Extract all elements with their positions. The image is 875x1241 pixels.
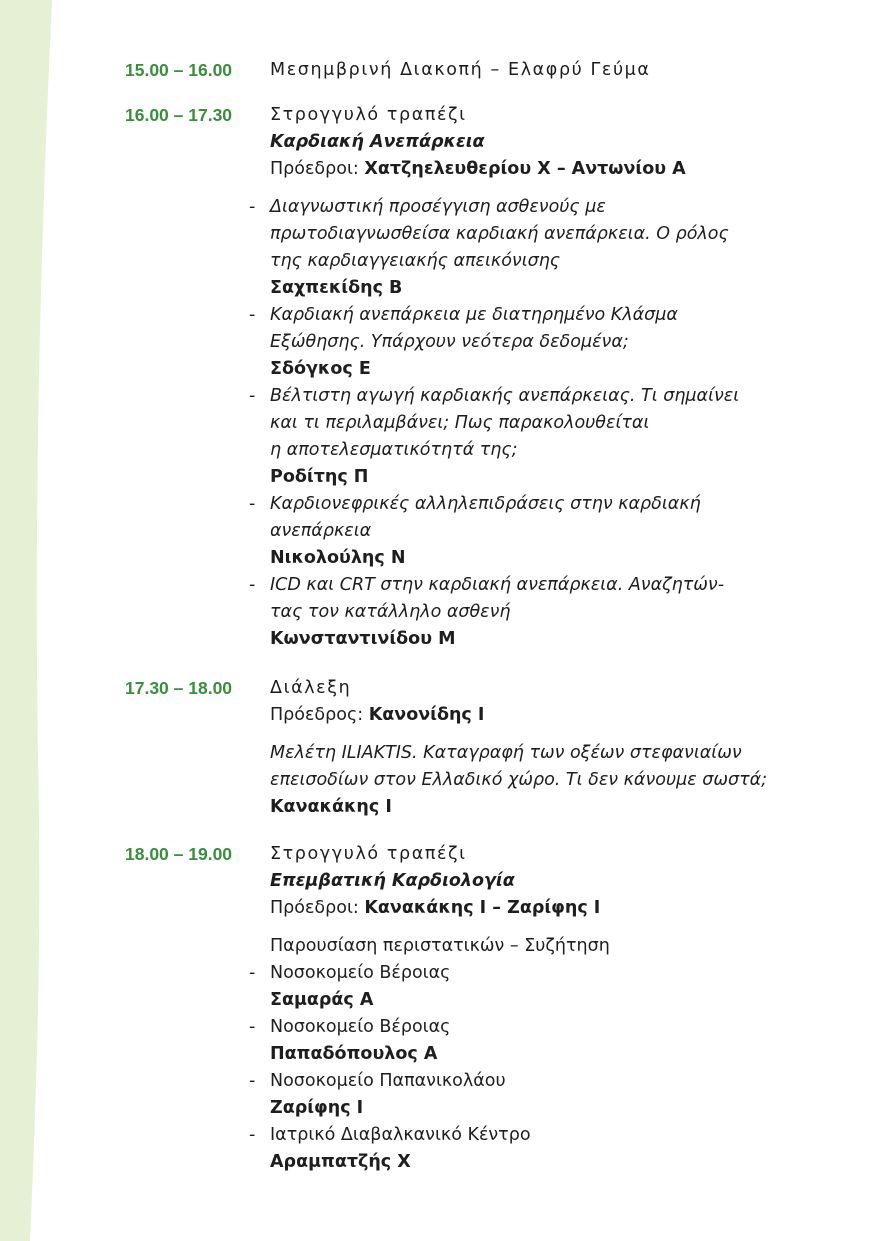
case-item — [249, 1122, 790, 1176]
talk-item — [249, 302, 790, 383]
talk-title-line: Βέλτιστη αγωγή καρδιακής ανεπάρκειας. Τι σημαίνει — [270, 386, 740, 406]
lecture-speaker: Κανακάκης Ι — [270, 797, 392, 817]
session-details — [270, 675, 790, 821]
talk-speaker: Σδόγκος Ε — [270, 359, 371, 379]
case-speaker: Ζαρίφης Ι — [270, 1098, 364, 1118]
talk-speaker: Σαχπεκίδης Β — [270, 278, 403, 298]
talk-title-line: και τι περιλαμβάνει; Πως παρακολουθείται — [270, 413, 650, 433]
session-time: 16.00 – 17.30 — [125, 105, 233, 125]
case-item — [249, 1068, 790, 1122]
chairs-label: Πρόεδροι: — [270, 159, 365, 179]
session-time: 18.00 – 19.00 — [125, 844, 233, 864]
chairs-names: Κανονίδης Ι — [368, 705, 485, 725]
case-speaker: Σαμαράς Α — [270, 990, 374, 1010]
bullet-dash: - — [249, 1071, 256, 1091]
talk-item — [249, 572, 790, 653]
talk-title-line: η αποτελεσματικότητά της; — [270, 440, 518, 460]
case-item — [249, 1014, 790, 1068]
session-details — [249, 102, 790, 653]
case-hospital: Ιατρικό Διαβαλκανικό Κέντρο — [270, 1125, 531, 1145]
session-chairs — [270, 895, 790, 922]
session-type: Στρογγυλό τραπέζι — [270, 844, 467, 864]
talk-title-line: Διαγνωστική προσέγγιση ασθενούς με — [270, 197, 606, 217]
case-hospital: Νοσοκομείο Βέροιας — [270, 963, 451, 983]
case-item — [249, 960, 790, 1014]
bullet-dash: - — [249, 305, 256, 325]
chairs-names: Κανακάκης Ι – Ζαρίφης Ι — [364, 898, 601, 918]
chairs-label: Πρόεδροι: — [270, 898, 365, 918]
session-type: Μεσημβρινή Διακοπή – Ελαφρύ Γεύμα — [270, 60, 651, 80]
session-type: Στρογγυλό τραπέζι — [270, 105, 467, 125]
talk-title-line: ICD και CRT στην καρδιακή ανεπάρκεια. Αναζητών- — [270, 575, 725, 595]
bullet-dash: - — [249, 197, 256, 217]
talk-title-line: πρωτοδιαγνωσθείσα καρδιακή ανεπάρκεια. Ο ρόλος — [270, 224, 729, 244]
bullet-dash: - — [249, 494, 256, 514]
case-speaker: Παπαδόπουλος Α — [270, 1044, 438, 1064]
lecture-title-line: επεισοδίων στον Ελλαδικό χώρο. Τι δεν κάνουμε σωστά; — [270, 770, 768, 790]
talk-title-line: Καρδιονεφρικές αλληλεπιδράσεις στην καρδιακή — [270, 494, 701, 514]
case-hospital: Νοσοκομείο Παπανικολάου — [270, 1071, 506, 1091]
session-time: 15.00 – 16.00 — [125, 60, 233, 80]
talk-title-line: τας τον κατάλληλο ασθενή — [270, 602, 511, 622]
bullet-dash: - — [249, 1125, 256, 1145]
bullet-dash: - — [249, 1017, 256, 1037]
bullet-dash: - — [249, 963, 256, 983]
bullet-dash: - — [249, 575, 256, 595]
bullet-dash: - — [249, 386, 256, 406]
session-details — [249, 841, 790, 1176]
session-topic: Καρδιακή Ανεπάρκεια — [270, 132, 485, 152]
session-chairs — [270, 702, 790, 729]
lecture-title-line: Μελέτη ILIAKTIS. Καταγραφή των οξέων στεφανιαίων — [270, 743, 742, 763]
session-chairs — [270, 156, 790, 183]
session-details — [270, 57, 790, 84]
talk-list — [249, 194, 790, 653]
chairs-label: Πρόεδρος: — [270, 705, 369, 725]
talk-title-line: Εξώθησης. Υπάρχουν νεότερα δεδομένα; — [270, 332, 629, 352]
talk-title-line: της καρδιαγγειακής απεικόνισης — [270, 251, 561, 271]
session-time: 17.30 – 18.00 — [125, 678, 233, 698]
talk-speaker: Νικολούλης Ν — [270, 548, 406, 568]
talk-item — [249, 194, 790, 302]
case-list — [249, 933, 790, 1176]
lecture-block — [270, 740, 790, 821]
case-hospital: Νοσοκομείο Βέροιας — [270, 1017, 451, 1037]
session-type: Διάλεξη — [270, 678, 352, 698]
talk-item — [249, 491, 790, 572]
session-topic: Επεμβατική Καρδιολογία — [270, 871, 515, 891]
talk-title-line: ανεπάρκεια — [270, 521, 372, 541]
chairs-names: Χατζηελευθερίου Χ – Αντωνίου Α — [364, 159, 686, 179]
case-speaker: Αραμπατζής Χ — [270, 1152, 411, 1172]
talk-speaker: Κωνσταντινίδου Μ — [270, 629, 456, 649]
talk-title-line: Καρδιακή ανεπάρκεια με διατηρημένο Κλάσμα — [270, 305, 678, 325]
talk-item — [249, 383, 790, 491]
talk-speaker: Ροδίτης Π — [270, 467, 369, 487]
case-intro: Παρουσίαση περιστατικών – Συζήτηση — [270, 936, 610, 956]
